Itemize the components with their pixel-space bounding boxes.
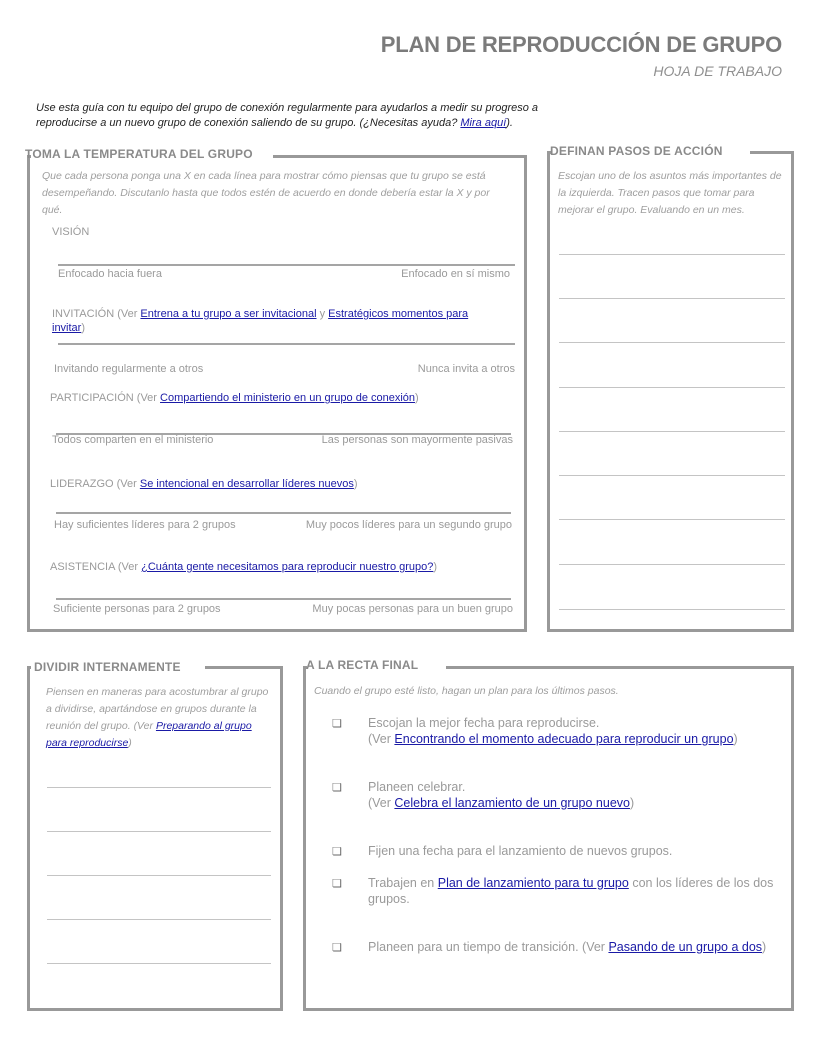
attendance-scale[interactable] — [56, 598, 511, 600]
invitation-left-end: Invitando regularmente a otros — [54, 363, 204, 375]
action-steps-box-top — [750, 151, 794, 154]
action-line-4[interactable] — [559, 387, 785, 388]
participation-label: PARTICIPACIÓN (Ver Compartiendo el ministerio en un grupo de conexión) — [50, 392, 419, 404]
final-stretch-description: Cuando el grupo esté listo, hagan un plan para los últimos pasos. — [314, 685, 619, 697]
page-title: PLAN DE REPRODUCCIÓN DE GRUPO — [380, 32, 782, 57]
divide-line-5[interactable] — [47, 963, 271, 964]
action-steps-description: Escojan uno de los asuntos más importantes de la izquierda. Tracen pasos que tomar para mejorar el grupo. Evaluando en un mes. — [558, 170, 782, 216]
action-steps-title: DEFINAN PASOS DE ACCIÓN — [550, 144, 723, 158]
action-line-5[interactable] — [559, 431, 785, 432]
action-line-2[interactable] — [559, 298, 785, 299]
action-line-3[interactable] — [559, 342, 785, 343]
intro-text: Use esta guía con tu equipo del grupo de conexión regularmente para ayudarlos a medir su progreso a reproducirse a un nuevo grupo de conexión saliendo de su grupo. (¿Necesitas ayuda? Mira aquí). — [36, 102, 539, 129]
checkbox-icon[interactable]: ❏ — [332, 846, 342, 858]
right-moment-link[interactable]: Encontrando el momento adecuado para reproducir un grupo — [394, 732, 734, 746]
checkbox-icon[interactable]: ❏ — [332, 718, 342, 730]
action-line-7[interactable] — [559, 519, 785, 520]
participation-left-end: Todos comparten en el ministerio — [52, 434, 214, 446]
vision-label: VISIÓN — [52, 226, 90, 238]
vision-scale[interactable] — [58, 264, 515, 266]
attendance-link[interactable]: ¿Cuánta gente necesitamos para reproducir nuestro grupo? — [141, 561, 434, 573]
leadership-right-end: Muy pocos líderes para un segundo grupo — [305, 519, 512, 531]
leadership-scale[interactable] — [56, 512, 511, 514]
vision-left-end: Enfocado hacia fuera — [58, 268, 162, 280]
divide-description: Piensen en maneras para acostumbrar al grupo a dividirse, apartándose en grupos durante la reunión del grupo. (Ver Preparando al grupo para reproducirse) — [46, 686, 269, 749]
prepare-group-link[interactable]: Preparando al grupo para reproducirse — [46, 720, 252, 749]
step-celebrate: ❏ Planeen celebrar. (Ver Celebra el lanzamiento de un grupo nuevo) — [332, 780, 635, 810]
divide-line-1[interactable] — [47, 787, 271, 788]
leadership-link[interactable]: Se intencional en desarrollar líderes nuevos — [139, 478, 354, 490]
checkbox-icon[interactable]: ❏ — [332, 782, 342, 794]
help-link[interactable]: Mira aquí — [460, 117, 507, 129]
divide-box-top — [27, 666, 31, 669]
invite-moments-link[interactable]: Estratégicos momentos para invitar — [52, 308, 469, 334]
checkbox-icon[interactable]: ❏ — [332, 942, 342, 954]
divide-title: DIVIDIR INTERNAMENTE — [34, 660, 181, 674]
invitation-label: INVITACIÓN (Ver Entrena a tu grupo a ser invitacional y Estratégicos momentos para invitar) — [52, 308, 469, 334]
leadership-label: LIDERAZGO (Ver Se intencional en desarrollar líderes nuevos) — [50, 478, 358, 490]
page-subtitle: HOJA DE TRABAJO — [653, 63, 782, 79]
step-transition: ❏ Planeen para un tiempo de transición. (Ver Pasando de un grupo a dos) — [332, 940, 767, 954]
celebrate-launch-link[interactable]: Celebra el lanzamiento de un grupo nuevo — [394, 796, 630, 810]
step-set-launch-date: ❏ Fijen una fecha para el lanzamiento de nuevos grupos. — [332, 844, 673, 858]
invitation-right-end: Nunca invita a otros — [417, 363, 515, 375]
step-launch-plan: ❏ Trabajen en Plan de lanzamiento para tu grupo con los líderes de los dos grupos. — [332, 876, 774, 906]
action-line-9[interactable] — [559, 609, 785, 610]
invitation-scale[interactable] — [58, 343, 515, 345]
final-stretch-box-top — [446, 666, 794, 669]
attendance-left-end: Suficiente personas para 2 grupos — [53, 603, 221, 615]
attendance-right-end: Muy pocas personas para un buen grupo — [312, 603, 513, 615]
temperature-description: Que cada persona ponga una X en cada línea para mostrar cómo piensas que tu grupo se está desempeñando. Discutanlo hasta que todos estén de acuerdo en donde debería estar la X y por qué. — [42, 170, 490, 216]
divide-box-top — [205, 666, 283, 669]
action-line-6[interactable] — [559, 475, 785, 476]
temperature-title: TOMA LA TEMPERATURA DEL GRUPO — [25, 147, 253, 161]
step-choose-date: ❏ Escojan la mejor fecha para reproducirse. (Ver Encontrando el momento adecuado para reproducir un grupo) — [332, 716, 738, 746]
attendance-label: ASISTENCIA (Ver ¿Cuánta gente necesitamos para reproducir nuestro grupo?) — [50, 561, 438, 573]
divide-line-4[interactable] — [47, 919, 271, 920]
participation-right-end: Las personas son mayormente pasivas — [321, 434, 513, 446]
vision-right-end: Enfocado en sí mismo — [401, 268, 510, 280]
transition-link[interactable]: Pasando de un grupo a dos — [608, 940, 763, 954]
final-stretch-title: A LA RECTA FINAL — [306, 658, 419, 672]
launch-plan-link[interactable]: Plan de lanzamiento para tu grupo — [437, 876, 629, 890]
invitational-link[interactable]: Entrena a tu grupo a ser invitacional — [140, 308, 317, 320]
divide-line-2[interactable] — [47, 831, 271, 832]
divide-line-3[interactable] — [47, 875, 271, 876]
leadership-left-end: Hay suficientes líderes para 2 grupos — [54, 519, 236, 531]
temperature-box-top — [273, 155, 527, 158]
participation-link[interactable]: Compartiendo el ministerio en un grupo de conexión — [160, 392, 416, 404]
action-line-8[interactable] — [559, 564, 785, 565]
checkbox-icon[interactable]: ❏ — [332, 878, 342, 890]
action-line-1[interactable] — [559, 254, 785, 255]
action-steps-box — [547, 151, 794, 632]
